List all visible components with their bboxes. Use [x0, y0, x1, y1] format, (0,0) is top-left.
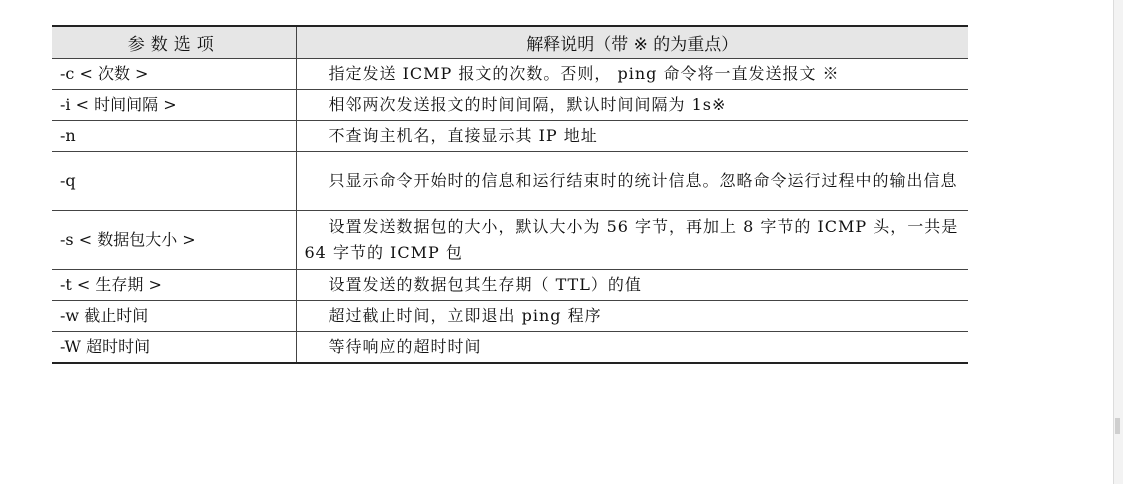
description-cell: 不查询主机名，直接显示其 IP 地址	[296, 120, 968, 151]
option-cell: -q	[52, 151, 296, 210]
description-cell: 指定发送 ICMP 报文的次数。否则， ping 命令将一直发送报文 ※	[296, 58, 968, 89]
ping-options-table	[52, 25, 968, 364]
scrollbar-thumb[interactable]	[1115, 418, 1120, 434]
option-cell: -s < 数据包大小 >	[52, 210, 296, 269]
description-cell: 等待响应的超时时间	[296, 331, 968, 363]
description-cell: 只显示命令开始时的信息和运行结束时的统计信息。忽略命令运行过程中的输出信息	[296, 151, 968, 210]
option-cell: -t < 生存期 >	[52, 269, 296, 300]
table-row	[52, 300, 968, 331]
option-cell: -W 超时时间	[52, 331, 296, 363]
table-header-row	[52, 26, 968, 58]
description-cell: 设置发送数据包的大小，默认大小为 56 字节，再加上 8 字节的 ICMP 头，一共是 64 字节的 ICMP 包	[296, 210, 968, 269]
header-description: 解释说明（带 ※ 的为重点）	[296, 26, 968, 58]
table-row	[52, 120, 968, 151]
description-cell: 超过截止时间，立即退出 ping 程序	[296, 300, 968, 331]
description-cell: 相邻两次发送报文的时间间隔，默认时间间隔为 1s※	[296, 89, 968, 120]
header-option: 参数选项	[52, 26, 296, 58]
description-cell: 设置发送的数据包其生存期（ TTL）的值	[296, 269, 968, 300]
table-row	[52, 89, 968, 120]
table-row	[52, 269, 968, 300]
table-row	[52, 58, 968, 89]
vertical-scrollbar[interactable]	[1113, 0, 1123, 484]
table-row	[52, 331, 968, 363]
table-row	[52, 151, 968, 210]
table-row	[52, 210, 968, 269]
option-cell: -i < 时间间隔 >	[52, 89, 296, 120]
option-cell: -n	[52, 120, 296, 151]
option-cell: -w 截止时间	[52, 300, 296, 331]
option-cell: -c < 次数 >	[52, 58, 296, 89]
